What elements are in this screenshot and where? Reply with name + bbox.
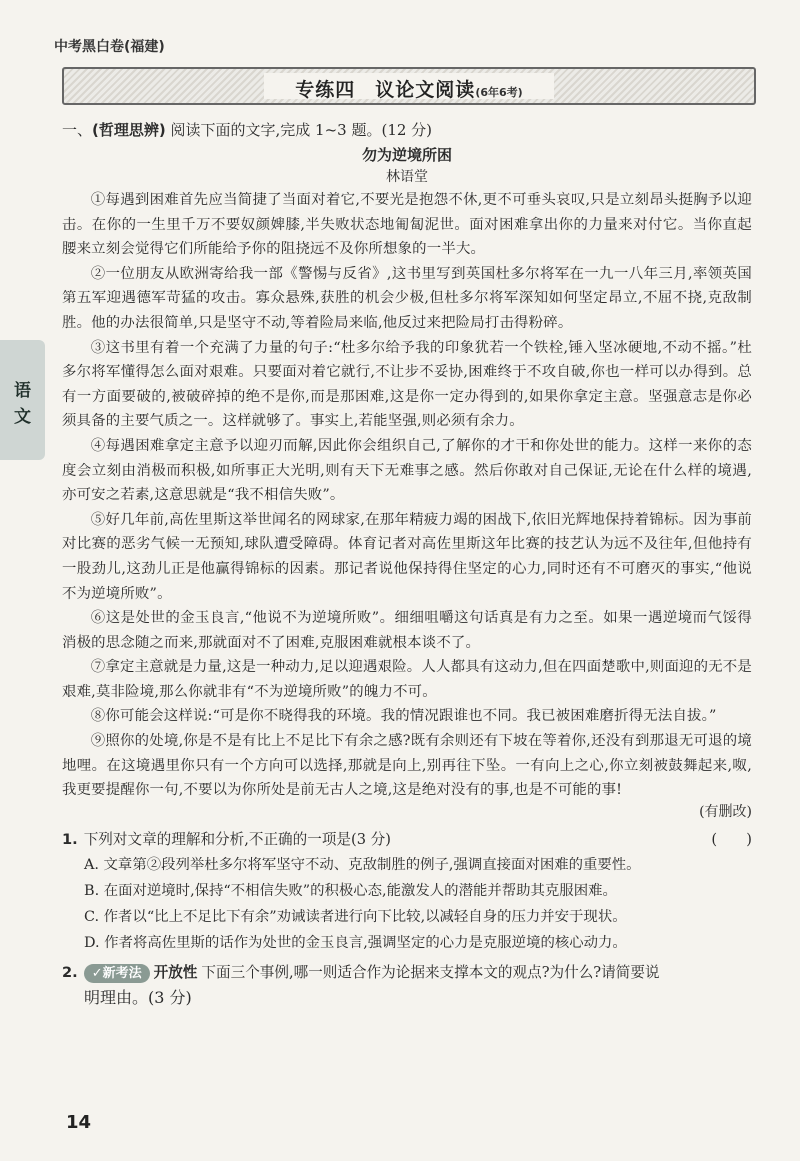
question-2-stem-line-1: 下面三个事例,哪一则适合作为论据来支撑本文的观点?为什么?请简要说 xyxy=(201,963,660,981)
question-2-number: 2. xyxy=(62,963,78,981)
option-a[interactable]: A. 文章第②段列举杜多尔将军坚守不动、克敌制胜的例子,强调直接面对困难的重要性。 xyxy=(84,856,641,873)
section-banner xyxy=(62,67,756,105)
main-content xyxy=(62,118,752,1008)
intro-text: 阅读下面的文字,完成 1~3 题。(12 分) xyxy=(165,121,433,139)
paragraph-2: ②一位朋友从欧洲寄给我一部《警惕与反省》,这书里写到英国杜多尔将军在一九一八年三月,率领英国第五军迎遇德军苛猛的攻击。寡众悬殊,获胜的机会少极,但杜多尔将军深知如何坚定昂立,不屈不挠,克敌制胜。他的办法很简单,只是坚守不动,等着险局来临,他反过来把险局打击得粉碎。 xyxy=(62,265,752,331)
question-1 xyxy=(62,827,752,852)
option-c[interactable]: C. 作者以“比上不足比下有余”劝诫读者进行向下比较,以减轻自身的压力并安于现状。 xyxy=(84,908,627,925)
option-d[interactable]: D. 作者将高佐里斯的话作为处世的金玉良言,强调坚定的心力是克服逆境的核心动力。 xyxy=(84,934,627,951)
question-2 xyxy=(62,960,752,985)
question-intro xyxy=(62,118,752,142)
answer-bracket[interactable]: ( ) xyxy=(711,830,752,848)
question-2-stem-line-2: 明理由。(3 分) xyxy=(84,987,192,1007)
paragraph-7: ⑦拿定主意就是力量,这是一种动力,足以迎遇艰险。人人都具有这动力,但在四面楚歌中,则面迎的无不是艰难,莫非险境,那么你就非有“不为逆境所败”的魄力不可。 xyxy=(62,659,752,700)
section-title: 专练四 议论文阅读 xyxy=(295,79,476,101)
open-question-tag: 开放性 xyxy=(153,963,198,981)
question-1-number: 1. xyxy=(62,830,78,848)
side-tab-char-2: 文 xyxy=(14,407,31,427)
paragraph-3: ③这书里有着一个充满了力量的句子:“杜多尔给予我的印象犹若一个铁栓,锤入坚冰硬地,不动不摇。”杜多尔将军懂得怎么面对艰难。只要面对着它就行,不让步不妥协,困难终于不攻自破,你也一样可以办得到。总有一方面要破的,被破碎掉的绝不是你,而是那困难,这是你一定办得到的,如果你拿定主意。坚强意志是你必须具备的主要气质之一。这样就够了。事实上,若能坚强,则必须有余力。 xyxy=(62,339,752,430)
page-number: 14 xyxy=(66,1112,92,1133)
intro-prefix: 一、 xyxy=(62,121,93,139)
paragraph-8: ⑧你可能会这样说:“可是你不晓得我的环境。我的情况跟谁也不同。我已被困难磨折得无法自拔。” xyxy=(90,708,717,725)
subject-side-tab xyxy=(0,340,45,460)
option-b[interactable]: B. 在面对逆境时,保持“不相信失败”的积极心态,能激发人的潜能并帮助其克服困难。 xyxy=(84,882,617,899)
source-note: (有删改) xyxy=(699,803,752,820)
paragraph-5: ⑤好几年前,高佐里斯这举世闻名的网球家,在那年精疲力竭的困战下,依旧光辉地保持着锦标。因为事前对比赛的恶劣气候一无预知,球队遭受障碍。体育记者对高佐里斯这年比赛的技艺认为远不及往年,但他持有一股劲儿,这劲儿正是他赢得锦标的因素。那记者说他保持得住坚定的心力,同时还有不可磨灭的事实,“他说不为逆境所败”。 xyxy=(62,511,752,602)
paragraph-6: ⑥这是处世的金玉良言,“他说不为逆境所败”。细细咀嚼这句话真是有力之至。如果一遇逆境而气馁得消极的思念随之而来,那就面对不了困难,克服困难就根本谈不了。 xyxy=(62,610,752,651)
article-author: 林语堂 xyxy=(386,169,428,185)
paragraph-4: ④每遇困难拿定主意予以迎刃而解,因此你会组织自己,了解你的才干和你处世的能力。这样一来你的态度会立刻由消极而积极,如所事正大光明,则有天下无难事之感。然后你敢对自己保证,无论在什么样的境遇,亦可安之若素,这意思就是“我不相信失败”。 xyxy=(62,437,752,504)
article-title: 勿为逆境所困 xyxy=(361,146,452,164)
side-tab-char-1: 语 xyxy=(14,381,31,401)
section-subtitle: (6年6考) xyxy=(475,86,523,99)
paragraph-1: ①每遇到困难首先应当简捷了当面对着它,不要光是抱怨不休,更不可垂头哀叹,只是立刻昂头挺胸予以迎击。在你的一生里千万不要奴颜婢膝,半失败状态地匍匐泥世。面对困难拿出你的力量来对付它。当你直起腰来立刻会觉得它们所能给予你的阻挠远不及你所想象的一半大。 xyxy=(62,192,752,258)
intro-tag: (哲理思辨) xyxy=(92,121,166,139)
question-1-stem: 下列对文章的理解和分析,不正确的一项是(3 分) xyxy=(83,830,391,848)
book-title: 中考黑白卷(福建) xyxy=(54,39,165,55)
new-exam-badge: ✓新考法 xyxy=(84,964,150,983)
paragraph-9: ⑨照你的处境,你是不是有比上不足比下有余之感?既有余则还有下坡在等着你,还没有到那退无可退的境地哩。在这境遇里你只有一个方向可以选择,那就是向上,别再往下坠。一有向上之心,你立刻被鼓舞起来,呶,我更要提醒你一句,不要以为你所处是前无古人之境,这是绝对没有的事,也是不可能的事! xyxy=(62,733,752,799)
banner-text xyxy=(64,75,754,102)
